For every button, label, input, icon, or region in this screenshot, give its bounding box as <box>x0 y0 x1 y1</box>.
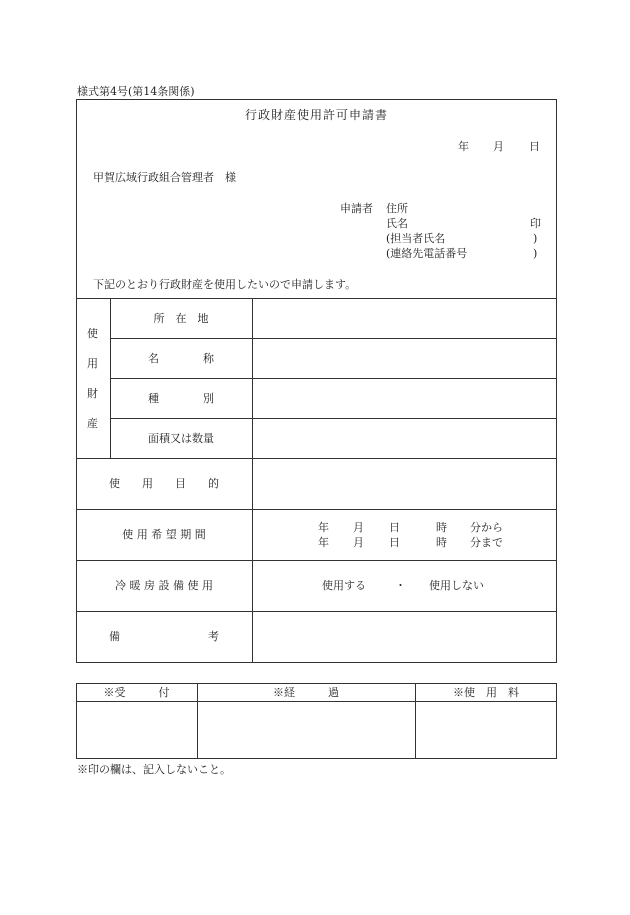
row-divider <box>76 560 557 561</box>
period-from-hour: 時 <box>436 521 447 534</box>
addressee: 甲賀広域行政組合管理者 様 <box>93 171 236 184</box>
heating-separator: ・ <box>395 579 406 592</box>
applicant-name-label: 氏名 <box>386 217 408 230</box>
period-label: 使 用 希 望 期 間 <box>122 528 206 541</box>
progress-header: ※経 過 <box>273 686 339 699</box>
seal-mark: 印 <box>530 217 541 230</box>
date-month: 月 <box>493 140 504 153</box>
applicant-label: 申請者 <box>340 202 373 215</box>
type-field[interactable] <box>253 379 556 418</box>
phone-close: ) <box>533 247 538 260</box>
form-number: 様式第4号(第14条関係) <box>77 85 195 98</box>
row-divider <box>76 509 557 510</box>
name-field[interactable] <box>253 339 556 378</box>
contact-person-label: (担当者氏名 <box>386 232 446 245</box>
period-to-year: 年 <box>318 536 329 549</box>
period-to-day: 日 <box>389 536 400 549</box>
property-group-char: 使 <box>87 327 98 340</box>
office-header-divider <box>76 701 557 702</box>
remarks-field[interactable] <box>253 612 556 662</box>
period-to-minute: 分まで <box>470 536 503 549</box>
period-from-year: 年 <box>318 521 329 534</box>
reception-header: ※受 付 <box>103 686 170 699</box>
phone-label: (連絡先電話番号 <box>386 247 468 260</box>
period-from-minute: 分から <box>470 521 503 534</box>
heating-use-option[interactable]: 使用する <box>322 579 366 592</box>
area-label: 面積又は数量 <box>148 432 214 445</box>
property-group-char: 財 <box>87 387 98 400</box>
property-group-char: 用 <box>87 357 98 370</box>
location-field[interactable] <box>253 299 556 338</box>
purpose-field[interactable] <box>253 459 556 509</box>
applicant-address-label: 住所 <box>386 202 408 215</box>
footnote: ※印の欄は、記入しないこと。 <box>77 763 231 776</box>
area-field[interactable] <box>253 419 556 458</box>
contact-person-close: ) <box>533 232 538 245</box>
date-year: 年 <box>458 140 469 153</box>
date-day: 日 <box>529 140 540 153</box>
period-from-month: 月 <box>353 521 364 534</box>
period-from-day: 日 <box>389 521 400 534</box>
remarks-label: 備 考 <box>109 630 219 643</box>
period-to-month: 月 <box>353 536 364 549</box>
form-title: 行政財産使用許可申請書 <box>244 108 388 122</box>
type-label: 種 別 <box>148 392 214 405</box>
name-label: 名 称 <box>148 352 214 365</box>
location-label: 所 在 地 <box>153 312 209 325</box>
period-to-hour: 時 <box>436 536 447 549</box>
purpose-label: 使 用 目 的 <box>109 477 219 490</box>
heating-label: 冷 暖 房 設 備 使 用 <box>115 579 213 592</box>
fee-header: ※使 用 料 <box>453 686 519 699</box>
heating-no-use-option[interactable]: 使用しない <box>429 579 484 592</box>
statement: 下記のとおり行政財産を使用したいので申請します。 <box>93 278 357 291</box>
property-group-char: 産 <box>87 417 98 430</box>
